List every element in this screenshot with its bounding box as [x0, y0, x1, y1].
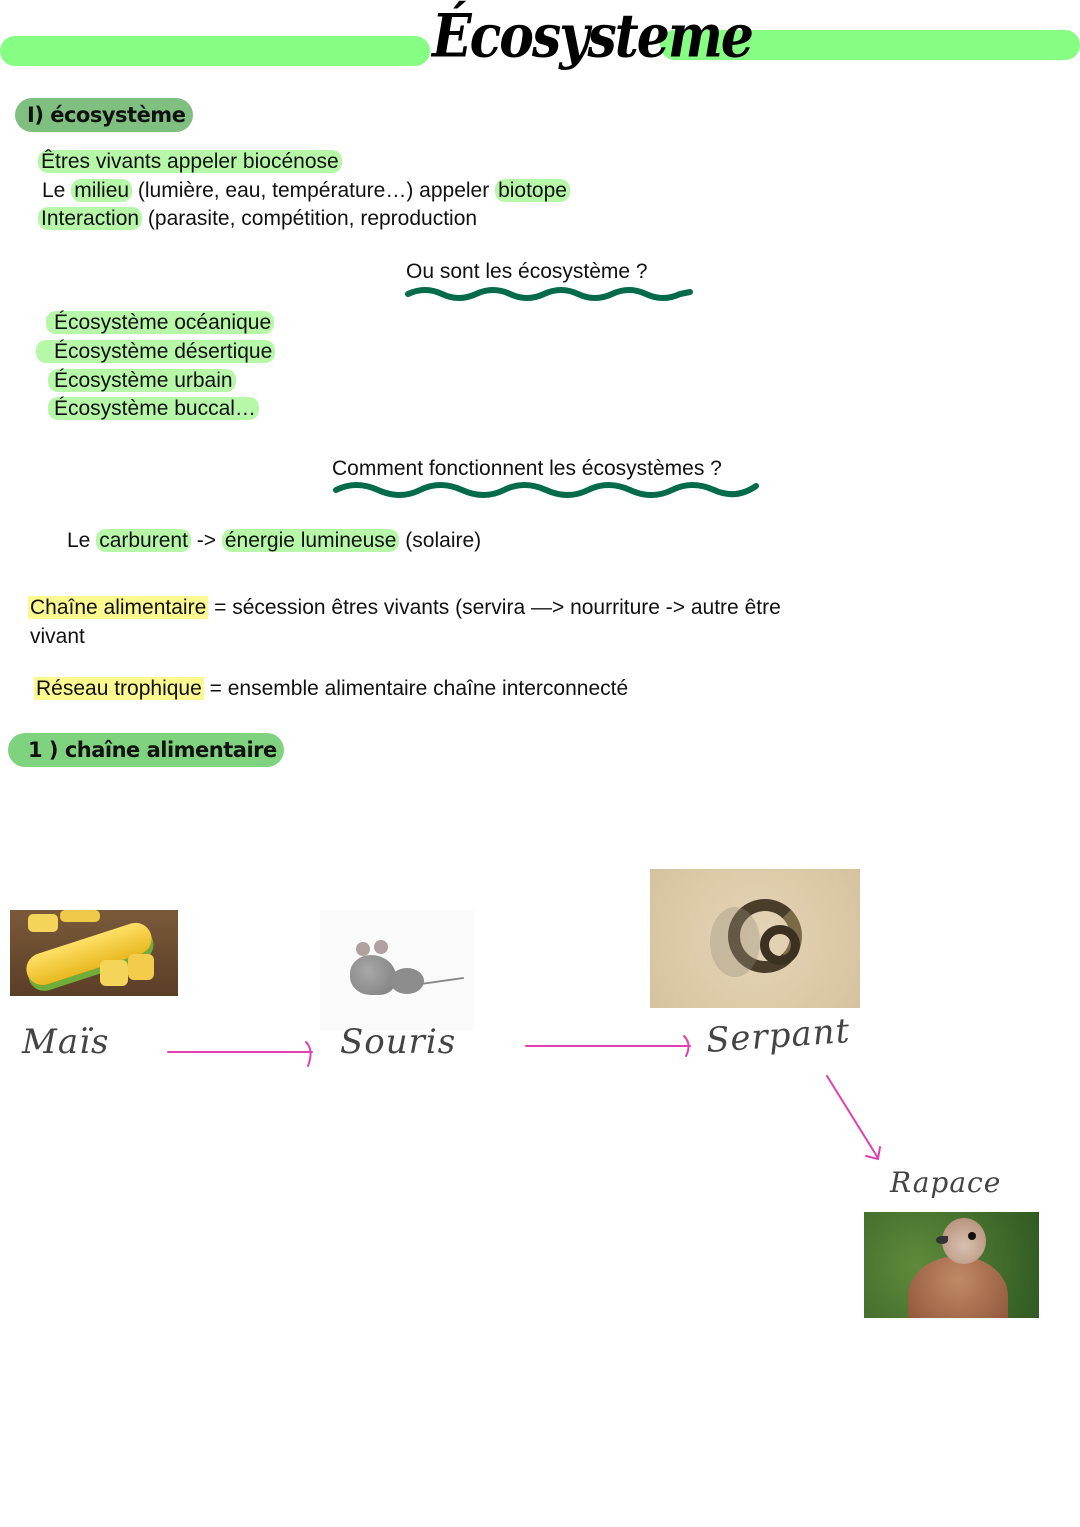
- text: ->: [190, 529, 222, 552]
- text: = ensemble alimentaire chaîne interconnecté: [203, 677, 629, 700]
- highlight-biocenose: Êtres vivants appeler biocénose: [38, 150, 342, 173]
- question-how: Comment fonctionnent les écosystèmes ?: [332, 457, 722, 480]
- page-title: Écosysteme: [432, 1, 752, 72]
- definition-chaine-cont: vivant: [30, 625, 85, 648]
- text: (parasite, compétition, reproduction: [142, 207, 478, 230]
- highlight-milieu: milieu: [71, 179, 132, 202]
- arrow-right-icon: [168, 1042, 312, 1066]
- highlight-urbain: Écosystème urbain: [48, 369, 236, 392]
- question-where: Ou sont les écosystème ?: [406, 260, 648, 283]
- highlight-biotope: biotope: [495, 179, 570, 202]
- chain-label-serpant: Serpant: [704, 1011, 852, 1061]
- highlight-oceanique: Écosystème océanique: [46, 311, 274, 334]
- text: = sécession êtres vivants (servira —> nourriture -> autre être: [208, 596, 781, 619]
- arrow-down-right-icon: [827, 1076, 880, 1159]
- highlight-carburent: carburent: [96, 529, 191, 552]
- chain-label-mais: Maïs: [22, 1022, 110, 1062]
- wavy-underline-icon: [336, 485, 756, 495]
- highlight-interaction: Interaction: [38, 207, 142, 230]
- text: (solaire): [399, 529, 482, 552]
- chain-label-souris: Souris: [340, 1022, 457, 1062]
- chain-label-rapace: Rapace: [890, 1166, 1002, 1199]
- section-heading-chaine: 1 ) chaîne alimentaire: [8, 733, 284, 767]
- text: (lumière, eau, température…) appeler: [132, 179, 496, 202]
- highlight-desertique: Écosystème désertique: [36, 340, 275, 363]
- text: Le: [67, 529, 97, 552]
- highlight-chaine-alimentaire: Chaîne alimentaire: [30, 596, 207, 619]
- section-heading-ecosysteme: I) écosystème: [15, 98, 193, 132]
- arrow-right-icon: [526, 1036, 690, 1056]
- wavy-underline-icon: [408, 290, 690, 298]
- text: Le: [42, 179, 72, 202]
- highlight-energie: énergie lumineuse: [222, 529, 400, 552]
- highlight-reseau-trophique: Réseau trophique: [36, 677, 202, 700]
- highlight-buccal: Écosystème buccal…: [48, 397, 259, 420]
